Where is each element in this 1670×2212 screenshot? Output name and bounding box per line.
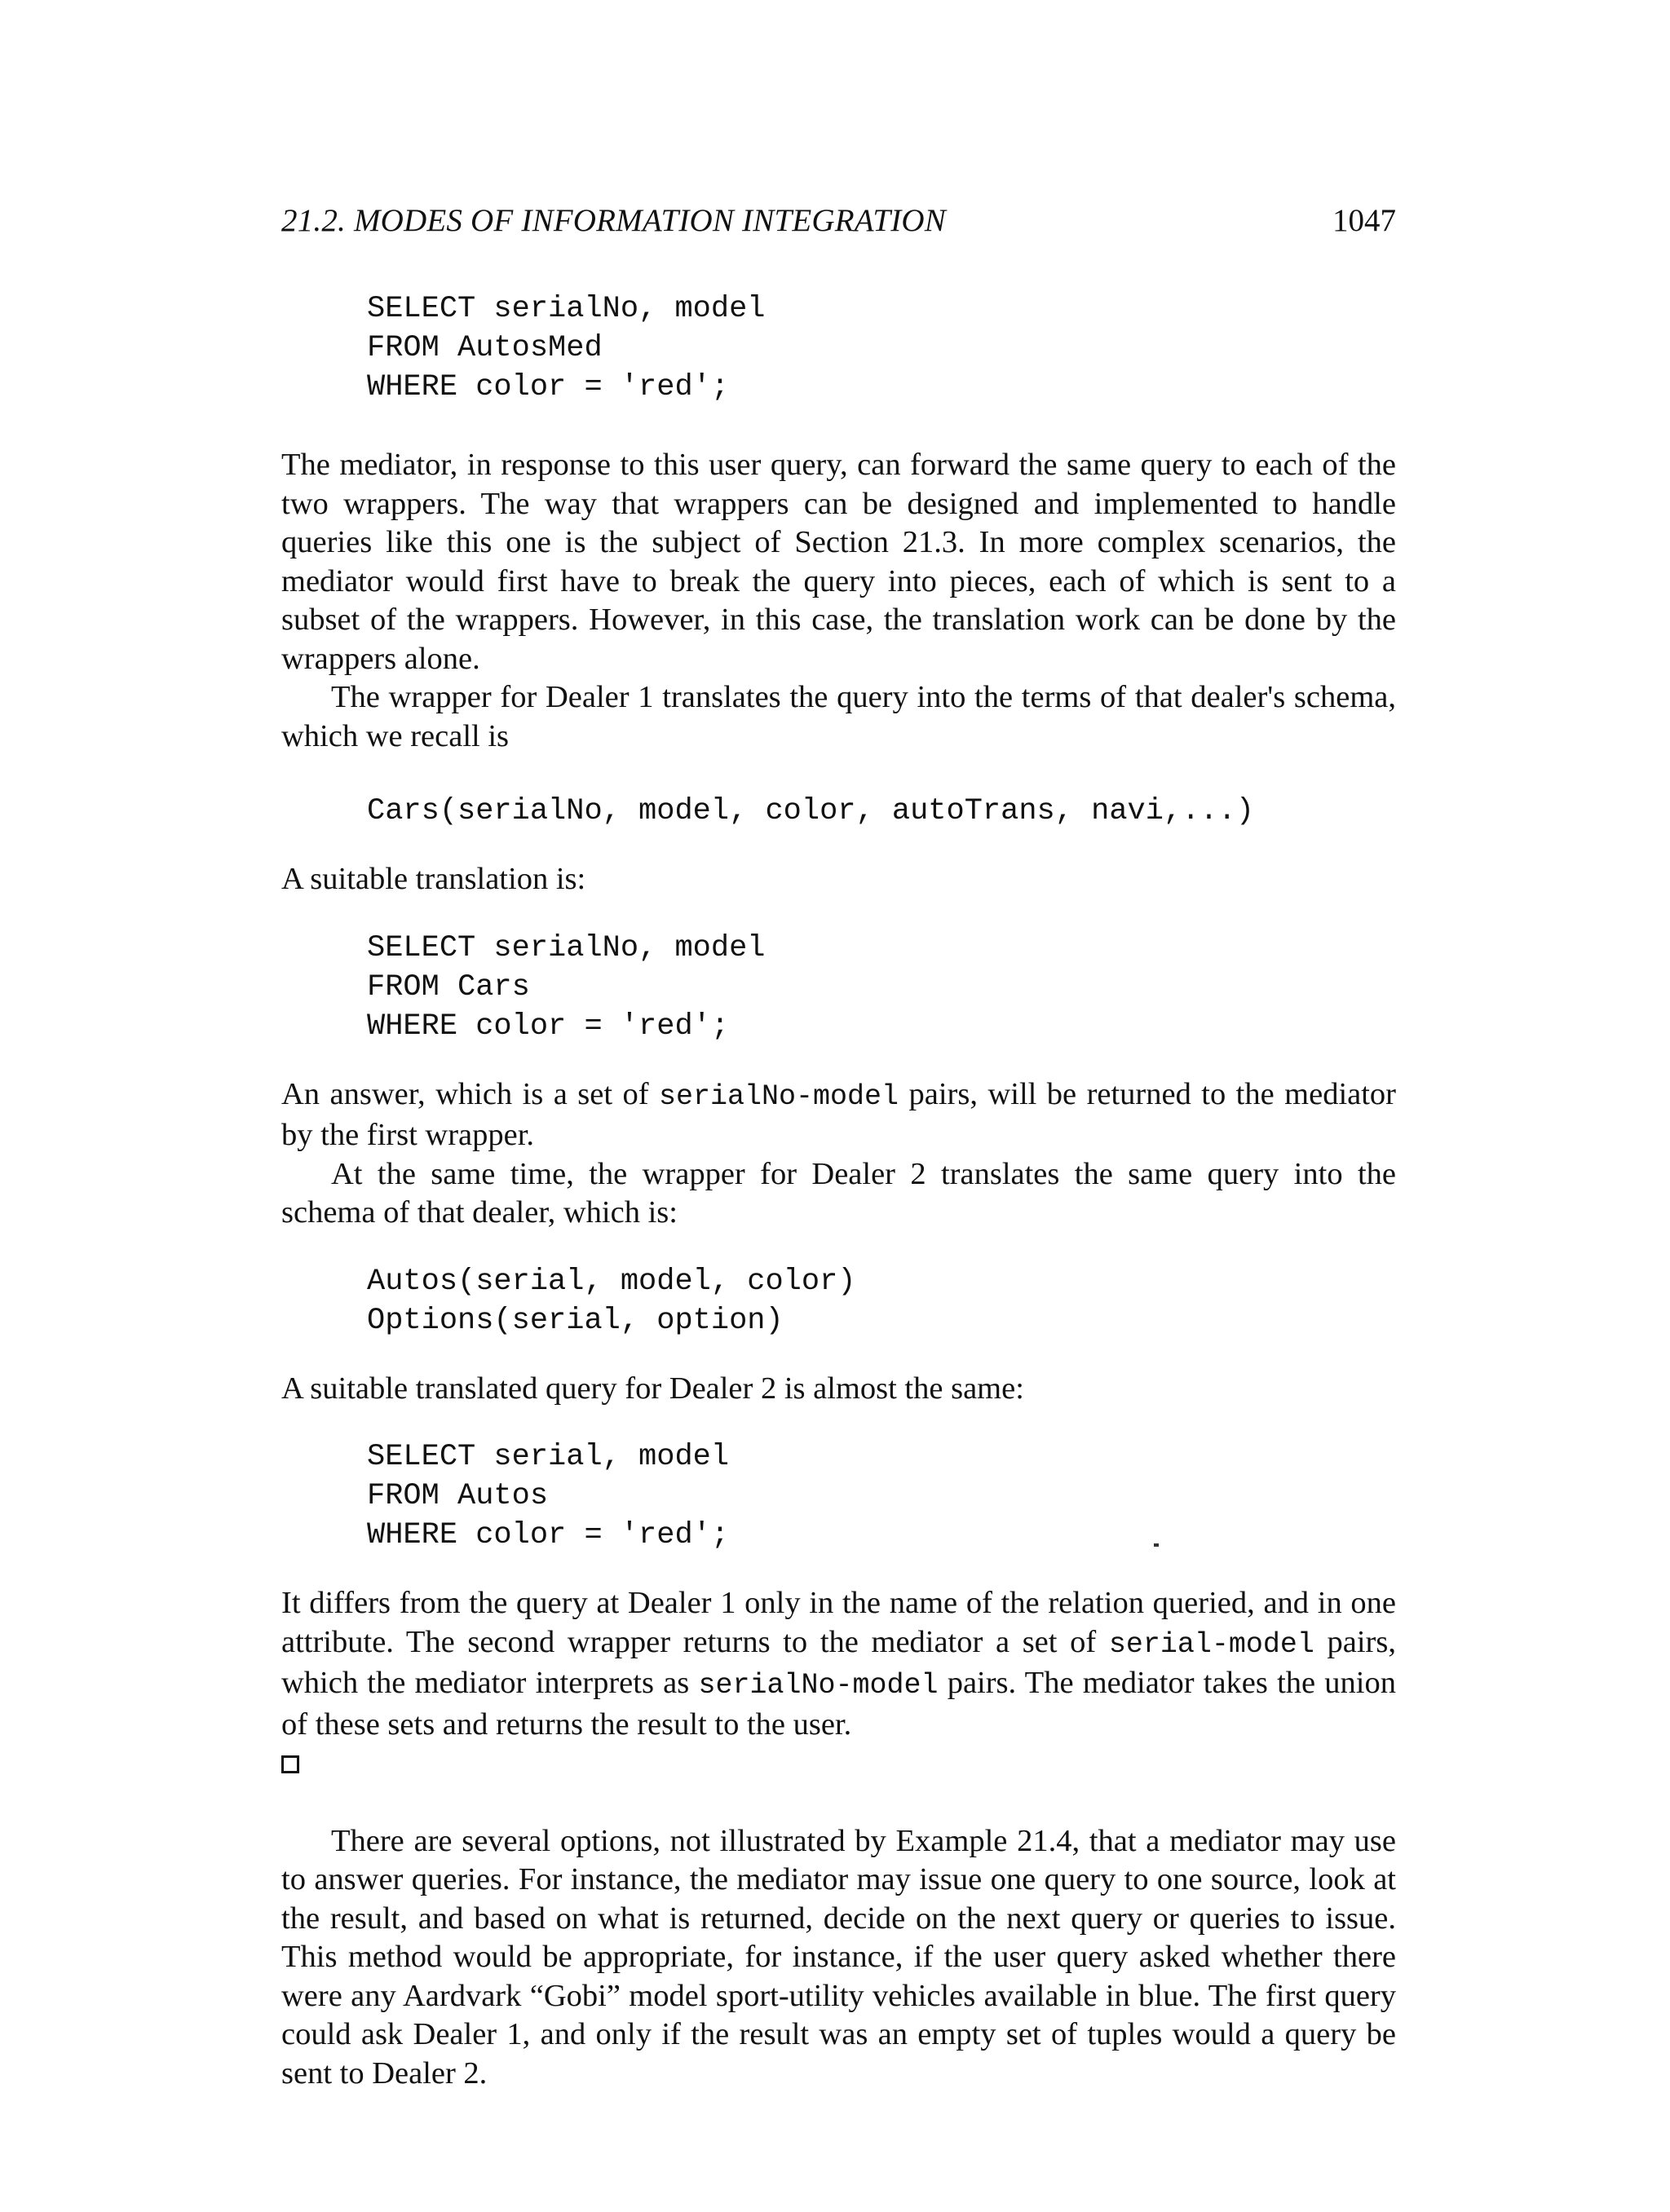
code-line: Options(serial, option) <box>367 1303 784 1338</box>
code-line: WHERE color = 'red'; <box>367 370 730 404</box>
code-block-cars-query <box>281 929 1396 1046</box>
code-line: Autos(serial, model, color) <box>367 1264 856 1299</box>
code-line: SELECT serialNo, model <box>367 930 766 965</box>
code-line: FROM AutosMed <box>367 331 603 365</box>
end-of-example-icon <box>281 1755 299 1773</box>
paragraph-answer-pairs: An answer, which is a set of serialNo-model pairs, will be returned to the mediator by the first wrapper. <box>281 1076 1396 1152</box>
running-header <box>281 202 1396 245</box>
paragraph-suitable-translation: A suitable translation is: <box>281 862 586 896</box>
code-block-autos-query <box>281 1437 1396 1555</box>
paragraph-dealer2-query-intro: A suitable translated query for Dealer 2 is almost the same: <box>281 1371 1024 1406</box>
inline-code: serialNo-model <box>698 1669 939 1702</box>
code-line: WHERE color = 'red'; <box>367 1518 730 1552</box>
page-number: 1047 <box>1332 203 1396 238</box>
paragraph-mediator-forward: The mediator, in response to this user query, can forward the same query to each of the two wrappers. The way that wrappers can be designed and implemented to handle queries like this one is the subject of Section 21.3. In more complex scenarios, the mediator would first have to break the query into pieces, each of which is sent to a subset of the wrappers. However, in this case, the translation work can be done by the wrappers alone. <box>281 448 1396 676</box>
code-line: FROM Cars <box>367 969 530 1004</box>
code-schema-cars: Cars(serialNo, model, color, autoTrans, navi,...) <box>367 794 1254 828</box>
paragraph-dealer2-wrapper: At the same time, the wrapper for Dealer 2 translates the same query into the schema of that dealer, which is: <box>281 1156 1396 1230</box>
code-block-automed-query <box>281 289 1396 407</box>
inline-code: serialNo-model <box>659 1080 899 1113</box>
code-block-dealer2-schema <box>281 1262 1396 1340</box>
paragraph-differs: It differs from the query at Dealer 1 only in the name of the relation queried, and in one attribute. The second wrapper returns to the mediator a set of serial-model pairs, which the mediator interprets as serialNo-model pairs. The mediator takes the union of these sets and returns the result to the user. <box>281 1584 1396 1783</box>
paragraph-several-options: There are several options, not illustrated by Example 21.4, that a mediator may use to answer queries. For instance, the mediator may issue one query to one source, look at the result, and based on what is returned, decide on the next query or queries to issue. This method would be appropriate, for instance, if the user query asked whether there were any Aardvark “Gobi” model sport-utility vehicles available in blue. The first query could ask Dealer 1, and only if the result was an empty set of tuples would a query be sent to Dealer 2. <box>281 1823 1396 2091</box>
section-title: 21.2. MODES OF INFORMATION INTEGRATION <box>281 203 946 238</box>
code-line: FROM Autos <box>367 1479 549 1513</box>
scan-speck <box>1154 1543 1159 1547</box>
page-body <box>281 289 1396 2093</box>
code-line: SELECT serial, model <box>367 1440 730 1474</box>
inline-code: serial-model <box>1108 1627 1314 1661</box>
code-line: SELECT serialNo, model <box>367 292 766 326</box>
paragraph-dealer1-wrapper: The wrapper for Dealer 1 translates the query into the terms of that dealer's schema, which we recall is <box>281 680 1396 753</box>
code-line: WHERE color = 'red'; <box>367 1009 730 1044</box>
